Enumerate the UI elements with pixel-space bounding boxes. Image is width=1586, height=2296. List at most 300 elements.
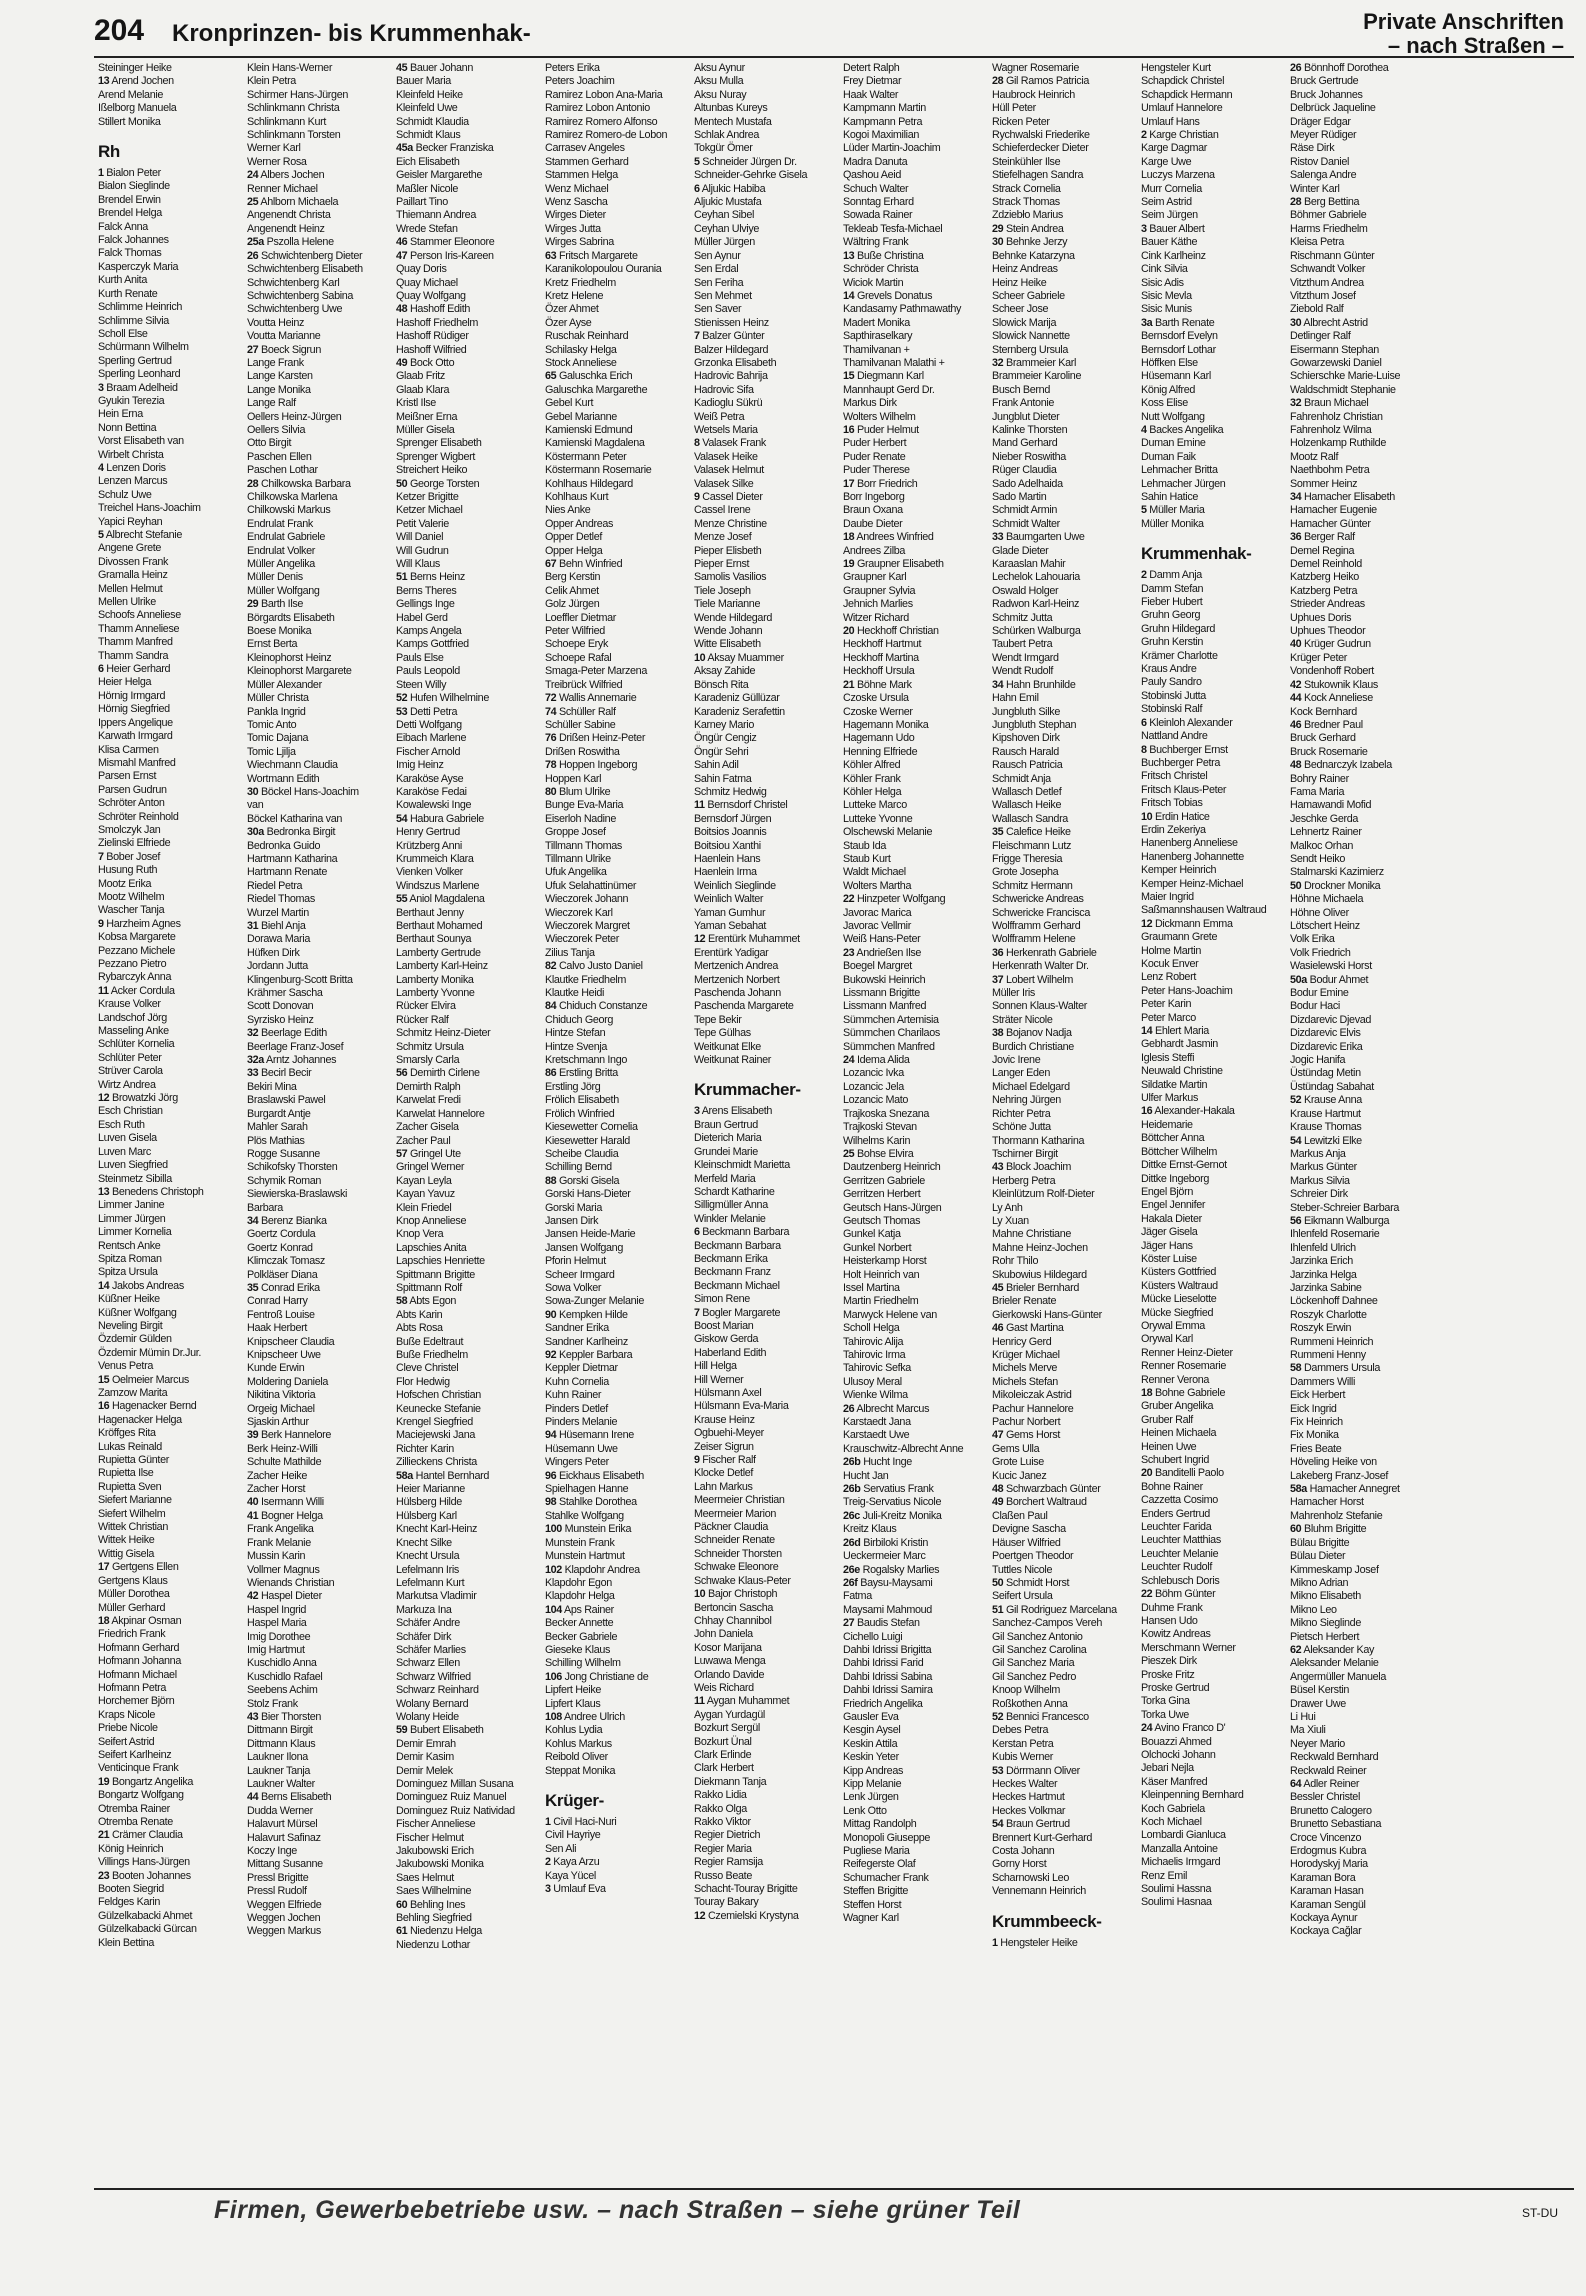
resident-entry: Falck Johannes — [98, 234, 169, 247]
resident-entry: Mikoleiczak Astrid — [992, 1389, 1072, 1402]
resident-entry: Damm Stefan — [1141, 582, 1204, 595]
house-number: 64 — [1290, 1778, 1302, 1790]
resident-entry: Skubowius Hildegard — [992, 1268, 1087, 1281]
resident-entry: 74 Schüller Ralf — [545, 705, 616, 718]
resident-entry: Rücker Elvira — [396, 1000, 456, 1013]
resident-entry: Roszyk Charlotte — [1290, 1308, 1367, 1321]
resident-entry: Schuch Walter — [843, 182, 909, 195]
section-title-line-1: Private Anschriften — [1363, 9, 1564, 34]
resident-entry: Rischmann Günter — [1290, 249, 1375, 262]
resident-entry: Opper Detlef — [545, 531, 603, 544]
resident-entry: Holzenkamp Ruthilde — [1290, 437, 1386, 450]
resident-entry: Brendel Erwin — [98, 193, 161, 206]
resident-entry: Bruck Gerhard — [1290, 732, 1356, 745]
resident-entry: Scheer Gabriele — [992, 289, 1065, 302]
resident-entry: Hartmann Renate — [247, 866, 327, 879]
resident-entry: Üstündag Sabahat — [1290, 1080, 1374, 1093]
resident-entry: Bernsdorf Evelyn — [1141, 330, 1218, 343]
resident-entry: Tomic Anto — [247, 718, 297, 731]
resident-entry: Cassel Irene — [694, 504, 751, 517]
resident-entry: Sisic Mevla — [1141, 289, 1192, 302]
resident-entry: Boitsiou Xanthi — [694, 839, 761, 852]
resident-entry: Brammeier Karoline — [992, 370, 1082, 383]
resident-entry: Galuschka Margarethe — [545, 383, 648, 396]
resident-entry: Renner Heinz-Dieter — [1141, 1346, 1233, 1359]
resident-entry: Rupietta Günter — [98, 1454, 169, 1467]
resident-entry: Jäger Hans — [1141, 1239, 1193, 1252]
house-number: 29 — [992, 222, 1004, 235]
resident-entry: Jarzinka Helga — [1290, 1268, 1357, 1281]
resident-entry: 100 Munstein Erika — [545, 1523, 632, 1536]
resident-entry: Ruschak Reinhard — [545, 330, 629, 343]
resident-entry: Karaman Hasan — [1290, 1885, 1364, 1898]
resident-entry: Pankla Ingrid — [247, 705, 306, 718]
resident-entry: Ceyhan Sibel — [694, 209, 755, 222]
resident-entry: Yapici Reyhan — [98, 515, 163, 528]
resident-entry: Laukner Walter — [247, 1778, 315, 1790]
house-number: 5 — [1141, 504, 1147, 517]
resident-entry: Madert Monika — [843, 316, 910, 329]
house-number: 12 — [694, 933, 706, 946]
house-number: 24 — [1141, 1722, 1153, 1735]
resident-entry: Drißen Roswitha — [545, 745, 620, 758]
resident-entry: 12 Czemielski Krystyna — [694, 1909, 799, 1922]
resident-entry: Lozancic Mato — [843, 1094, 909, 1107]
resident-entry: Parsen Ernst — [98, 770, 157, 783]
resident-entry: Häuser Wilfried — [992, 1536, 1061, 1549]
resident-entry: 104 Aps Rainer — [545, 1603, 614, 1616]
resident-entry: Priebe Nicole — [98, 1722, 158, 1735]
resident-entry: Tahirovic Irma — [843, 1349, 906, 1361]
house-number: 23 — [98, 1869, 110, 1882]
resident-entry: Manzalla Antoine — [1141, 1842, 1218, 1855]
resident-entry: Ihlenfeld Rosemarie — [1290, 1228, 1380, 1241]
house-number: 54 — [1290, 1134, 1302, 1147]
resident-entry: Tahirovic Alija — [843, 1335, 904, 1348]
resident-entry: Karstaedt Uwe — [843, 1429, 910, 1442]
resident-entry: Sümmchen Artemisia — [843, 1013, 939, 1026]
house-number: 10 — [694, 651, 706, 664]
resident-entry: 48 Bednarczyk Izabela — [1290, 759, 1392, 772]
resident-entry: 28 Berg Bettina — [1290, 196, 1360, 209]
resident-entry: Ufuk Angelika — [545, 866, 607, 879]
house-number: 7 — [98, 850, 104, 863]
resident-entry: Gruhn Hildegard — [1141, 622, 1215, 635]
house-number: 16 — [98, 1400, 110, 1413]
resident-entry: Wende Hildegard — [694, 611, 772, 624]
resident-entry: Börgardts Elisabeth — [247, 611, 335, 624]
resident-entry: Schäfer Andre — [396, 1617, 460, 1630]
resident-entry: 26 Schwichtenberg Dieter — [247, 249, 363, 262]
resident-entry: Schwarz Wilfried — [396, 1670, 471, 1683]
resident-entry: 6 Kleinloh Alexander — [1141, 716, 1233, 729]
house-number: 19 — [98, 1775, 110, 1788]
resident-entry: 34 Hamacher Elisabeth — [1290, 491, 1395, 503]
resident-entry: Andrees Zilba — [843, 544, 906, 557]
house-number: 52 — [1290, 1094, 1302, 1107]
resident-entry: Issel Martina — [843, 1281, 900, 1294]
house-number: 61 — [396, 1925, 408, 1938]
resident-entry: Steinkühler Ilse — [992, 155, 1061, 168]
resident-entry: Strack Cornelia — [992, 182, 1061, 195]
resident-entry: Bedronka Guido — [247, 839, 321, 852]
resident-entry: Seebens Achim — [247, 1684, 318, 1697]
resident-entry: Petit Valerie — [396, 517, 449, 530]
resident-entry: Dizdarevic Elvis — [1290, 1027, 1361, 1040]
resident-entry: Peter Wilfried — [545, 625, 605, 638]
resident-entry: Pugliese Maria — [843, 1845, 910, 1858]
resident-entry: Steen Willy — [396, 678, 447, 691]
resident-entry: Weinlich Walter — [694, 893, 764, 906]
resident-entry: Celik Ahmet — [545, 584, 599, 597]
resident-entry: Rücker Ralf — [396, 1013, 449, 1026]
resident-entry: Czoske Ursula — [843, 692, 909, 705]
resident-entry: Ziebold Ralf — [1290, 303, 1344, 316]
directory-column — [1137, 62, 1286, 2182]
resident-entry: Lamberty Yvonne — [396, 987, 475, 1000]
resident-entry: Vitzthum Andrea — [1290, 276, 1364, 289]
resident-entry: Puder Renate — [843, 450, 906, 463]
house-number: 14 — [843, 289, 855, 302]
resident-entry: Tepe Bekir — [694, 1013, 742, 1026]
resident-entry: 27 Baudis Stefan — [843, 1617, 920, 1630]
directory-column — [541, 62, 690, 2182]
house-number: 26 — [247, 249, 259, 262]
resident-entry: Weitkunat Rainer — [694, 1054, 772, 1067]
resident-entry: 40 Krüger Gudrun — [1290, 638, 1371, 651]
resident-entry: 45a Becker Franziska — [396, 142, 494, 155]
resident-entry: Kamps Angela — [396, 625, 462, 638]
resident-entry: Maßler Nicole — [396, 182, 459, 195]
resident-entry: 84 Chiduch Constanze — [545, 1000, 648, 1013]
resident-entry: Poertgen Theodor — [992, 1550, 1074, 1563]
resident-entry: Scheer Irmgard — [545, 1268, 615, 1281]
resident-entry: Sendt Heiko — [1290, 852, 1345, 865]
house-number: 34 — [992, 678, 1004, 691]
house-number: 28 — [1290, 196, 1302, 209]
resident-entry: Leuchter Farida — [1141, 1521, 1212, 1534]
resident-entry: Tomic Ljilja — [247, 745, 296, 758]
resident-entry: Balzer Hildegard — [694, 343, 769, 356]
resident-entry: 20 Banditelli Paolo — [1141, 1467, 1224, 1480]
resident-entry: Fries Beate — [1290, 1442, 1342, 1455]
resident-entry: Yaman Gumhur — [694, 906, 766, 919]
resident-entry: Küsters Waltraud — [1141, 1279, 1218, 1292]
resident-entry: Sprenger Wigbert — [396, 450, 476, 463]
resident-entry: Schlüter Kornelia — [98, 1038, 175, 1051]
resident-entry: Sjaskin Arthur — [247, 1416, 309, 1429]
house-number: 56 — [1290, 1214, 1302, 1227]
resident-entry: Gringel Werner — [396, 1161, 465, 1174]
resident-entry: Sonntag Erhard — [843, 196, 914, 209]
resident-entry: Trajkoska Snezana — [843, 1107, 930, 1120]
resident-entry: 72 Wallis Annemarie — [545, 692, 637, 705]
resident-entry: Meyer Rüdiger — [1290, 129, 1357, 142]
resident-entry: Madra Danuta — [843, 155, 908, 168]
spacer — [1141, 531, 1284, 537]
resident-entry: Brendel Helga — [98, 207, 162, 220]
house-number: 57 — [396, 1147, 408, 1160]
resident-entry: Detti Wolfgang — [396, 718, 462, 731]
resident-entry: 88 Gorski Gisela — [545, 1174, 620, 1187]
resident-entry: Demir Kasim — [396, 1751, 454, 1764]
resident-entry: 5 Schneider Jürgen Dr. — [694, 155, 797, 168]
resident-entry: Mand Gerhard — [992, 437, 1058, 450]
resident-entry: 45 Bauer Johann — [396, 62, 473, 74]
resident-entry: Schlinkmann Kurt — [247, 115, 327, 128]
resident-entry: Kuschidlo Rafael — [247, 1670, 323, 1683]
resident-entry: Kandasamy Pathmawathy — [843, 303, 962, 316]
resident-entry: Gil Sanchez Pedro — [992, 1670, 1077, 1683]
resident-entry: Braun Oxana — [843, 504, 903, 517]
resident-entry: Fahrenholz Wilma — [1290, 423, 1372, 436]
resident-entry: Gorski Hans-Dieter — [545, 1188, 631, 1201]
resident-entry: Slowick Nannette — [992, 330, 1070, 343]
resident-entry: Zacher Gisela — [396, 1121, 459, 1134]
resident-entry: Heckes Hartmut — [992, 1791, 1065, 1804]
resident-entry: 43 Bier Thorsten — [247, 1710, 322, 1723]
resident-entry: Plös Mathias — [247, 1134, 305, 1147]
resident-entry: Michels Merve — [992, 1362, 1058, 1375]
house-number: 80 — [545, 785, 557, 798]
resident-entry: Wittig Gisela — [98, 1547, 155, 1560]
resident-entry: Uphues Theodor — [1290, 625, 1366, 638]
resident-entry: Sowa-Zunger Melanie — [545, 1295, 644, 1308]
resident-entry: Sprenger Elisabeth — [396, 437, 482, 450]
resident-entry: 33 Baumgarten Uwe — [992, 531, 1085, 544]
resident-entry: Küßner Heike — [98, 1293, 160, 1306]
resident-entry: 3a Barth Renate — [1141, 316, 1215, 329]
resident-entry: Mücke Lieselotte — [1141, 1293, 1217, 1306]
resident-entry: Sisic Munis — [1141, 303, 1192, 316]
resident-entry: Kristl Ilse — [396, 397, 436, 410]
house-number: 28 — [247, 477, 259, 490]
resident-entry: Markutsa Vladimir — [396, 1590, 477, 1603]
resident-entry: 92 Keppler Barbara — [545, 1349, 633, 1361]
resident-entry: Krüger Michael — [992, 1349, 1060, 1361]
house-number: 35 — [247, 1281, 259, 1294]
resident-entry: Frey Dietmar — [843, 75, 902, 88]
resident-entry: Quay Doris — [396, 263, 447, 276]
resident-entry: Spittmann Rolf — [396, 1281, 462, 1294]
resident-entry: 54 Lewitzki Elke — [1290, 1134, 1362, 1147]
resident-entry: Weinlich Sieglinde — [694, 879, 776, 892]
resident-entry: 13 Arend Jochen — [98, 75, 174, 88]
resident-entry: Frank Antonie — [992, 397, 1055, 410]
resident-entry: Zeiser Sigrun — [694, 1440, 754, 1453]
resident-entry: 78 Hoppen Ingeborg — [545, 759, 638, 772]
resident-entry: Kemper Heinz-Michael — [1141, 877, 1244, 890]
directory-columns — [94, 62, 1584, 2182]
house-number: 26d — [843, 1536, 861, 1549]
resident-entry: Kamienski Magdalena — [545, 437, 645, 450]
resident-entry: Dahbi Idrissi Samira — [843, 1684, 933, 1697]
resident-entry: Müller Gerhard — [98, 1601, 166, 1614]
house-number: 14 — [98, 1279, 110, 1292]
resident-entry: Divossen Frank — [98, 555, 169, 568]
resident-entry: Schikofsky Thorsten — [247, 1161, 338, 1174]
resident-entry: Kröffges Rita — [98, 1427, 156, 1440]
resident-entry: Jakubowski Monika — [396, 1858, 484, 1871]
resident-entry: Gowarzewski Daniel — [1290, 356, 1382, 369]
resident-entry: Jansen Dirk — [545, 1214, 599, 1227]
resident-entry: Schapdick Hermann — [1141, 88, 1233, 101]
resident-entry: Waldschmidt Stephanie — [1290, 383, 1396, 396]
resident-entry: Pieper Ernst — [694, 558, 750, 571]
resident-entry: Chhay Channibol — [694, 1614, 772, 1627]
resident-entry: 14 Jakobs Andreas — [98, 1279, 184, 1292]
resident-entry: Jungbluth Stephan — [992, 718, 1077, 731]
resident-entry: Ueckermeier Marc — [843, 1550, 926, 1563]
resident-entry: Wiciok Martin — [843, 276, 904, 289]
resident-entry: 26f Baysu-Maysami — [843, 1576, 933, 1589]
resident-entry: Smaga-Peter Marzena — [545, 665, 647, 678]
resident-entry: Nehring Jürgen — [992, 1094, 1061, 1107]
resident-entry: Beerlage Franz-Josef — [247, 1040, 344, 1053]
house-number: 10 — [694, 1588, 706, 1601]
resident-entry: Groppe Josef — [545, 826, 606, 839]
resident-entry: Fama Maria — [1290, 785, 1345, 798]
resident-entry: 43 Block Joachim — [992, 1161, 1072, 1174]
resident-entry: Thiemann Andrea — [396, 209, 476, 222]
house-number: 12 — [1141, 917, 1153, 930]
house-number: 34 — [1290, 491, 1302, 503]
resident-entry: Hagenacker Helga — [98, 1413, 182, 1426]
resident-entry: Eich Elisabeth — [396, 155, 460, 168]
resident-entry: Paillart Tino — [396, 196, 448, 209]
resident-entry: Lehmacher Jürgen — [1141, 477, 1226, 490]
resident-entry: 28 Gil Ramos Patricia — [992, 75, 1090, 88]
house-number: 3 — [98, 381, 104, 394]
resident-entry: Hadrovic Bahrija — [694, 370, 768, 383]
resident-entry: Reifegerste Olaf — [843, 1858, 916, 1871]
resident-entry: Regier Dietrich — [694, 1829, 761, 1842]
resident-entry: 5 Müller Maria — [1141, 504, 1205, 517]
resident-entry: Schilasky Helga — [545, 343, 617, 356]
resident-entry: Schymik Roman — [247, 1174, 322, 1187]
resident-entry: Klein Hans-Werner — [247, 62, 333, 74]
resident-entry: Keppler Dietmar — [545, 1362, 618, 1375]
resident-entry: Mikno Sieglinde — [1290, 1617, 1361, 1630]
house-number: 82 — [545, 960, 557, 973]
resident-entry: Kucic Janez — [992, 1469, 1047, 1482]
resident-entry: Fritsch Tobias — [1141, 797, 1203, 810]
resident-entry: Hashoff Wilfried — [396, 343, 467, 356]
resident-entry: Graupner Karl — [843, 571, 907, 584]
house-number: 106 — [545, 1670, 562, 1683]
resident-entry: Steffen Brigitte — [843, 1885, 909, 1898]
resident-entry: Croce Vincenzo — [1290, 1831, 1362, 1844]
resident-entry: Karwelat Fredi — [396, 1094, 461, 1107]
house-number: 13 — [98, 75, 110, 88]
resident-entry: Bongartz Wolfgang — [98, 1789, 184, 1802]
resident-entry: Endrulat Gabriele — [247, 531, 326, 544]
house-number: 88 — [545, 1174, 557, 1187]
resident-entry: Chilkowski Markus — [247, 504, 331, 517]
resident-entry: Ramirez Lobon Antonio — [545, 102, 650, 115]
resident-entry: König Alfred — [1141, 383, 1196, 396]
house-number: 4 — [98, 461, 104, 474]
resident-entry: Mahne Heinz-Jochen — [992, 1241, 1088, 1254]
resident-entry: Lefelmann Iris — [396, 1563, 459, 1576]
resident-entry: Weggen Elfriede — [247, 1898, 322, 1911]
house-number: 18 — [843, 531, 855, 544]
resident-entry: 34 Berenz Bianka — [247, 1214, 327, 1227]
resident-entry: Salenga Andre — [1290, 169, 1357, 182]
resident-entry: Meermeier Marion — [694, 1507, 776, 1520]
resident-entry: Kowalewski Inge — [396, 799, 472, 812]
resident-entry: Regier Ramsija — [694, 1856, 763, 1869]
resident-entry: 29 Barth Ilse — [247, 598, 304, 611]
resident-entry: Frigge Theresia — [992, 852, 1063, 865]
resident-entry: Hein Erna — [98, 408, 143, 421]
resident-entry: Thamm Anneliese — [98, 622, 180, 635]
resident-entry: Pauls Leopold — [396, 665, 460, 678]
resident-entry: Schirmer Hans-Jürgen — [247, 88, 349, 101]
house-number: 50 — [1290, 879, 1302, 892]
house-number: 6 — [98, 663, 104, 676]
resident-entry: 48 Schwarzbach Günter — [992, 1483, 1101, 1496]
resident-entry: Wirges Jutta — [545, 222, 601, 235]
resident-entry: Grundei Marie — [694, 1145, 758, 1158]
resident-entry: 24 Idema Alida — [843, 1054, 910, 1067]
resident-entry: Vitzthum Josef — [1290, 289, 1356, 302]
resident-entry: Mootz Erika — [98, 877, 152, 890]
resident-entry: Peters Joachim — [545, 75, 615, 88]
resident-entry: Staub Kurt — [843, 852, 891, 865]
resident-entry: Ramirez Romero-de Lobon — [545, 129, 668, 142]
resident-entry: Hintze Svenja — [545, 1040, 608, 1053]
resident-entry: Schardt Katharine — [694, 1185, 775, 1198]
resident-entry: Giskow Gerda — [694, 1333, 759, 1346]
resident-entry: Wrede Stefan — [396, 222, 458, 235]
resident-entry: Paschen Ellen — [247, 450, 312, 463]
directory-column — [1286, 62, 1435, 2182]
resident-entry: Erdogmus Kubra — [1290, 1845, 1367, 1858]
resident-entry: Stobinski Jutta — [1141, 689, 1206, 702]
house-number: 43 — [247, 1710, 259, 1723]
resident-entry: Lange Ralf — [247, 397, 296, 410]
resident-entry: Abts Karin — [396, 1308, 443, 1321]
resident-entry: Will Gudrun — [396, 544, 449, 557]
resident-entry: Tillmann Thomas — [545, 839, 622, 852]
resident-entry: Harms Friedhelm — [1290, 222, 1368, 235]
resident-entry: Pezzano Michele — [98, 944, 175, 957]
house-number: 16 — [843, 423, 855, 436]
resident-entry: Steber-Schreier Barbara — [1290, 1201, 1399, 1214]
resident-entry: Haspel Maria — [247, 1617, 307, 1630]
resident-entry: 14 Grevels Donatus — [843, 289, 933, 302]
house-number: 40 — [247, 1496, 259, 1509]
resident-entry: Schürken Walburga — [992, 625, 1081, 638]
resident-entry: Pachur Norbert — [992, 1416, 1061, 1429]
house-number: 100 — [545, 1523, 562, 1536]
resident-entry: Hofmann Johanna — [98, 1655, 181, 1668]
house-number: 26 — [1290, 62, 1302, 74]
resident-entry: Moldering Daniela — [247, 1375, 329, 1388]
resident-entry: Trajkoski Stevan — [843, 1121, 917, 1134]
resident-entry: 3 Umlauf Eva — [545, 1883, 606, 1896]
house-number: 46 — [992, 1322, 1004, 1335]
house-number: 63 — [545, 249, 557, 262]
resident-entry: Esch Ruth — [98, 1118, 145, 1131]
street-heading: Krummenhak- — [1141, 544, 1252, 564]
resident-entry: Cink Karlheinz — [1141, 249, 1206, 262]
resident-entry: 50 Drockner Monika — [1290, 879, 1381, 892]
resident-entry: Civil Hayriye — [545, 1829, 601, 1842]
resident-entry: Wagner Rosemarie — [992, 62, 1080, 74]
resident-entry: Markus Dirk — [843, 397, 897, 410]
